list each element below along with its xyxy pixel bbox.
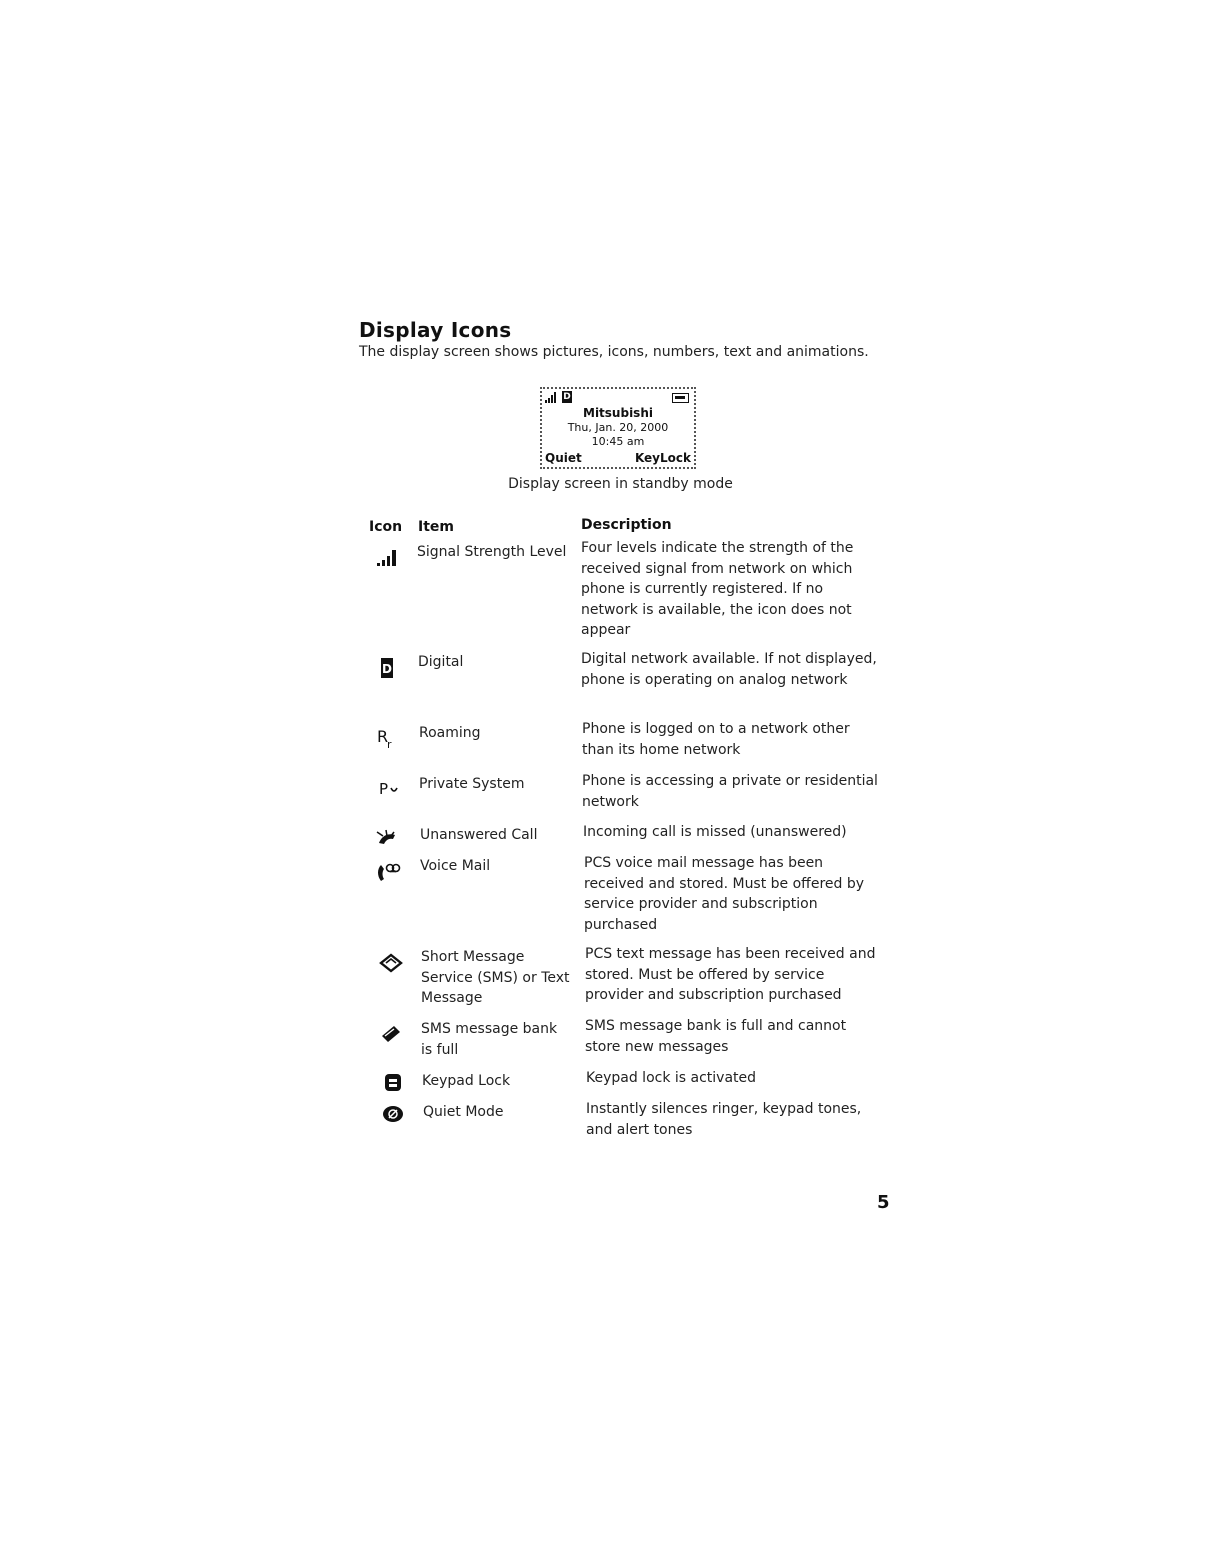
svg-text:R: R <box>377 727 389 746</box>
item-description: Incoming call is missed (unanswered) <box>583 824 847 840</box>
sms-bank-full-icon <box>374 1022 410 1046</box>
item-label: Voice Mail <box>420 858 491 874</box>
column-header-icon: Icon <box>369 519 403 535</box>
item-label: Signal Strength Level <box>417 544 567 560</box>
signal-strength-icon <box>369 545 405 569</box>
item-label: Keypad Lock <box>422 1073 511 1089</box>
item-description: Four levels indicate the strength of the received signal from network on which phone is currently registered. If no network is available, the icon does not appear <box>581 540 854 638</box>
item-description: PCS text message has been received and stored. Must be offered by service provider and subscription purchased <box>585 946 876 1003</box>
svg-text:D: D <box>382 662 392 676</box>
item-label: Digital <box>418 654 464 670</box>
svg-text:P: P <box>379 780 389 798</box>
unanswered-call-icon <box>369 826 405 850</box>
quiet-mode-icon <box>375 1101 411 1125</box>
svg-text:r: r <box>387 738 392 751</box>
roaming-icon <box>369 727 405 751</box>
phone-brand: Mitsubishi <box>583 406 653 420</box>
item-label: Quiet Mode <box>423 1104 504 1120</box>
phone-status-bar <box>544 391 691 405</box>
figure-caption: Display screen in standby mode <box>508 476 733 492</box>
signal-strength-icon <box>545 392 556 403</box>
digital-icon: D <box>563 392 571 402</box>
item-description: Phone is accessing a private or residential network <box>582 773 878 810</box>
softkey-keylock: KeyLock <box>634 451 691 465</box>
phone-time: 10:45 am <box>591 435 645 448</box>
column-header-item: Item <box>418 519 454 535</box>
item-description: Phone is logged on to a network other than its home network <box>582 721 850 758</box>
item-label: SMS message bank is full <box>421 1021 558 1058</box>
item-label: Private System <box>419 776 525 792</box>
sms-icon <box>373 951 409 975</box>
phone-date: Thu, Jan. 20, 2000 <box>567 421 669 434</box>
item-label: Unanswered Call <box>420 827 538 843</box>
battery-icon <box>672 393 689 403</box>
page-number: 5 <box>877 1192 890 1213</box>
item-description: Keypad lock is activated <box>586 1070 757 1086</box>
digital-icon <box>369 656 405 680</box>
page-title: Display Icons <box>359 318 512 342</box>
item-description: PCS voice mail message has been received and stored. Must be offered by service provider and subscription purchased <box>584 855 865 933</box>
private-system-icon <box>369 776 405 800</box>
phone-display-screen <box>540 387 696 469</box>
keypad-lock-icon <box>375 1070 411 1094</box>
item-description: Instantly silences ringer, keypad tones, and alert tones <box>586 1101 862 1138</box>
softkey-quiet: Quiet <box>545 451 582 465</box>
item-label: Short Message Service (SMS) or Text Message <box>421 949 570 1006</box>
item-description: SMS message bank is full and cannot store new messages <box>585 1018 847 1055</box>
item-label: Roaming <box>419 725 481 741</box>
voice-mail-icon <box>369 860 405 884</box>
item-description: Digital network available. If not displayed, phone is operating on analog network <box>581 651 877 688</box>
column-header-description: Description <box>581 517 672 533</box>
intro-text: The display screen shows pictures, icons, numbers, text and animations. <box>359 344 869 360</box>
